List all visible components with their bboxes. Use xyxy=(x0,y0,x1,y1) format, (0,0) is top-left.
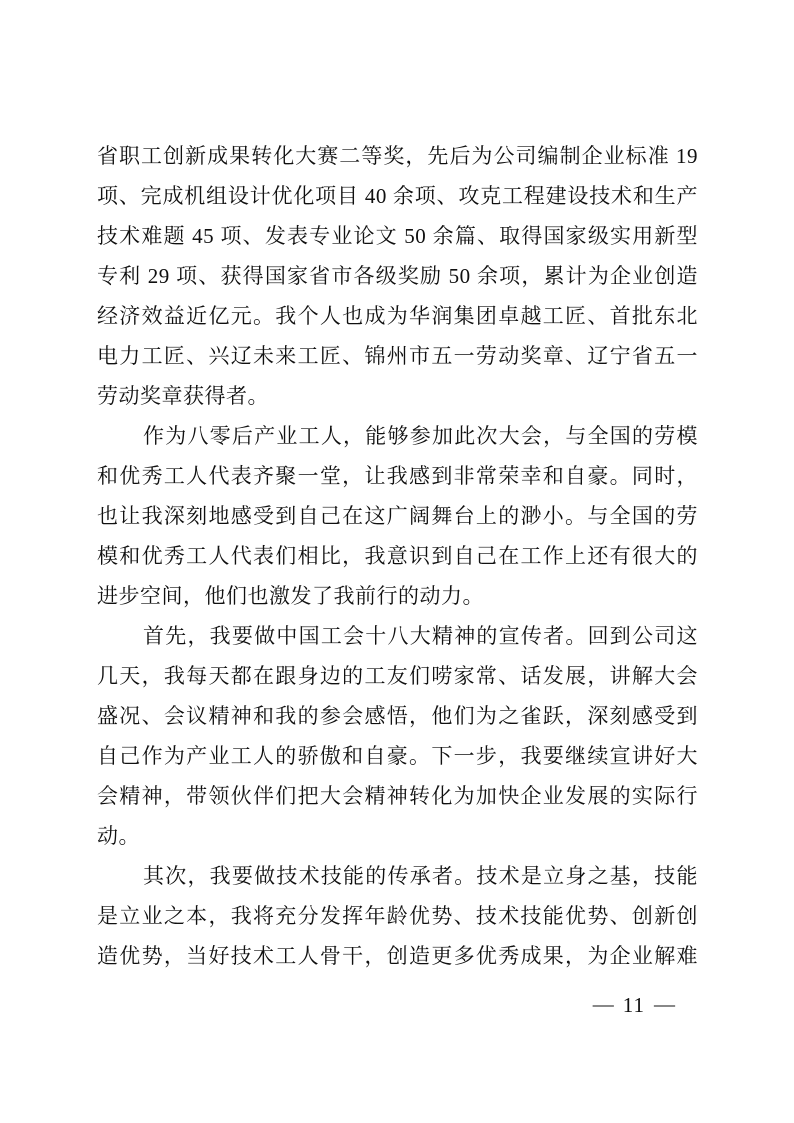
text-line: 首先，我要做中国工会十八大精神的宣传者。回到公司这 xyxy=(143,624,698,648)
text-line: 专利 29 项、获得国家省市各级奖励 50 余项，累计为企业创造 xyxy=(97,264,698,288)
text-line: 会精神，带领伙伴们把大会精神转化为加快企业发展的实际行 xyxy=(97,784,698,808)
text-line: 模和优秀工人代表们相比，我意识到自己在工作上还有很大的 xyxy=(97,544,698,568)
text-line: 劳动奖章获得者。 xyxy=(97,384,269,408)
paragraph xyxy=(97,416,698,616)
text-line: 经济效益近亿元。我个人也成为华润集团卓越工匠、首批东北 xyxy=(97,304,698,328)
text-line: 技术难题 45 项、发表专业论文 50 余篇、取得国家级实用新型 xyxy=(97,224,698,248)
text-line: 是立业之本，我将充分发挥年龄优势、技术技能优势、创新创 xyxy=(97,904,698,928)
text-line: 其次，我要做技术技能的传承者。技术是立身之基，技能 xyxy=(143,864,698,888)
paragraph xyxy=(97,856,698,976)
text-line: 作为八零后产业工人，能够参加此次大会，与全国的劳模 xyxy=(143,424,698,448)
text-line: 省职工创新成果转化大赛二等奖，先后为公司编制企业标准 19 xyxy=(97,144,698,168)
page-number-dash-left: — xyxy=(592,992,614,1016)
page-number-dash-right: — xyxy=(654,992,675,1016)
text-line: 自己作为产业工人的骄傲和自豪。下一步，我要继续宣讲好大 xyxy=(97,744,698,768)
page-footer xyxy=(593,994,675,1016)
paragraph xyxy=(97,616,698,856)
text-line: 进步空间，他们也激发了我前行的动力。 xyxy=(97,584,484,608)
text-line: 也让我深刻地感受到自己在这广阔舞台上的渺小。与全国的劳 xyxy=(97,504,698,528)
text-line: 和优秀工人代表齐聚一堂，让我感到非常荣幸和自豪。同时， xyxy=(97,464,698,488)
text-line: 盛况、会议精神和我的参会感悟，他们为之雀跃，深刻感受到 xyxy=(97,704,698,728)
text-block xyxy=(97,136,698,976)
text-line: 电力工匠、兴辽未来工匠、锦州市五一劳动奖章、辽宁省五一 xyxy=(97,344,698,368)
text-line: 几天，我每天都在跟身边的工友们唠家常、话发展，讲解大会 xyxy=(97,664,698,688)
text-line: 动。 xyxy=(97,824,140,848)
text-line: 造优势，当好技术工人骨干，创造更多优秀成果，为企业解难 xyxy=(97,944,698,968)
paragraph xyxy=(97,136,698,416)
page-number: 11 xyxy=(622,993,645,1017)
text-line: 项、完成机组设计优化项目 40 余项、攻克工程建设技术和生产 xyxy=(97,184,698,208)
